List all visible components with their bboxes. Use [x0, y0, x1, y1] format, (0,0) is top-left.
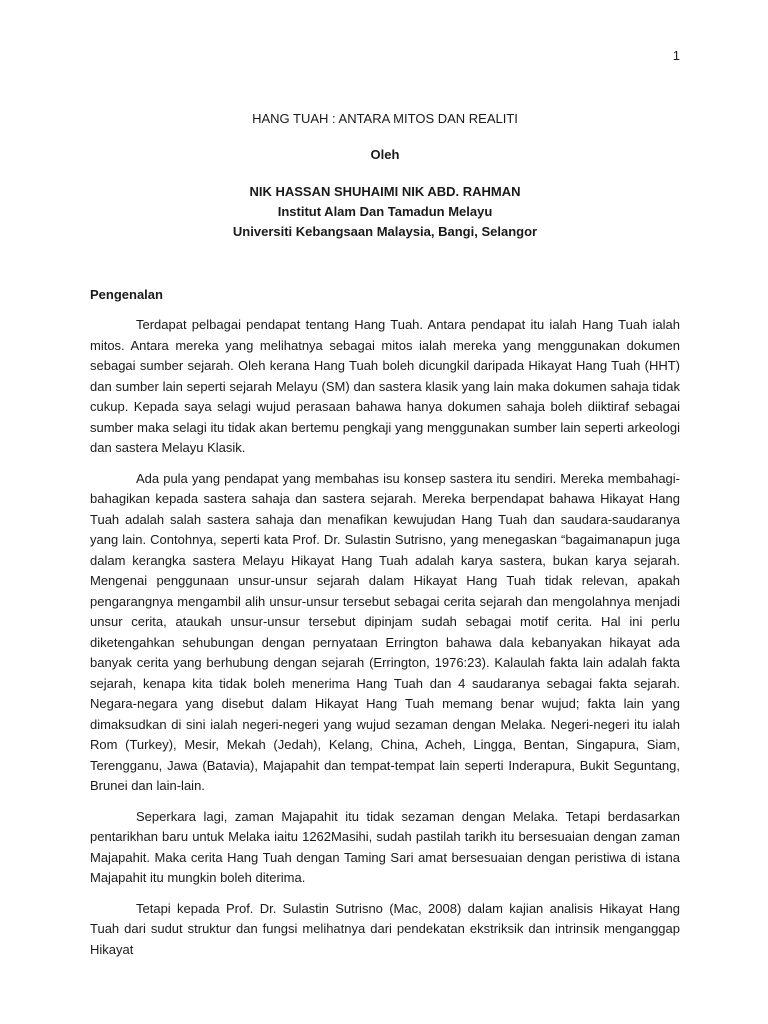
title-block [90, 110, 680, 242]
by-line: Oleh [370, 147, 400, 162]
author-university: Universiti Kebangsaan Malaysia, Bangi, Selangor [232, 224, 538, 239]
paragraph: Tetapi kepada Prof. Dr. Sulastin Sutrisno (Mac, 2008) dalam kajian analisis Hikayat Hang Tuah dari sudut struktur dan fungsi melihatnya dari pendekatan ekstriksik dan intrinsik menganggap Hikayat [90, 900, 680, 957]
paragraph: Terdapat pelbagai pendapat tentang Hang Tuah. Antara pendapat itu ialah Hang Tuah ialah mitos. Antara mereka yang melihatnya sebagai mitos ialah mereka yang menggunakan dokumen sebagai sumber sejarah. Oleh kerana Hang Tuah boleh dicungkil daripada Hikayat Hang Tuah (HHT) dan sumber lain seperti sejarah Melayu (SM) dan sastera klasik yang lain maka dokumen sahaja tidak cukup. Kepada saya selagi wujud perasaan bahawa hanya dokumen sahaja boleh diiktiraf sebagai sumber maka selagi itu tidak akan bertemu pengkaji yang menggunakan sumber lain seperti arkeologi dan sastera Melayu Klasik. [90, 317, 680, 455]
document-body [90, 285, 680, 970]
paragraph: Seperkara lagi, zaman Majapahit itu tidak sezaman dengan Melaka. Tetapi berdasarkan pentarikhan baru untuk Melaka iaitu 1262Masihi, sudah pastilah tarikh itu bersesuaian dengan zaman Majapahit. Maka cerita Hang Tuah dengan Taming Sari amat bersesuaian dengan peristiwa di istana Majapahit itu mungkin boleh diterima. [90, 808, 680, 885]
paragraph: Ada pula yang pendapat yang membahas isu konsep sastera itu sendiri. Mereka membahagi-bahagikan kepada sastera sahaja dan sastera sejarah. Mereka berpendapat bahawa Hikayat Hang Tuah adalah salah sastera sahaja dan menafikan kewujudan Hang Tuah dan saudara-saudaranya yang lain. Contohnya, seperti kata Prof. Dr. Sulastin Sutrisno, yang menegaskan “bagaimanapun juga dalam kerangka sastera Melayu Hikayat Hang Tuah adalah karya sastera, bukan karya sejarah. Mengenai penggunaan unsur-unsur sejarah dalam Hikayat Hang Tuah tidak relevan, apakah pengarangnya mengambil alih unsur-unsur tersebut sebagai cerita sejarah dan mengolahnya menjadi unsur cerita, ataukah unsur-unsur tersebut dipinjam sudah sebagai motif cerita. Hal ini perlu diketengahkan sehubungan dengan pernyataan Errington bahawa dala kebanyakan hikayat ada banyak cerita yang berhubung dengan sejarah (Errington, 1976:23). Kalaulah fakta lain adalah fakta sejarah, kenapa kita tidak boleh menerima Hang Tuah dan 4 saudaranya sebagai fakta sejarah. Negara-negara yang disebut dalam Hikayat Hang Tuah memang benar wujud; fakta lain yang dimaksudkan di sini ialah negeri-negeri yang wujud sezaman dengan Melaka. Negeri-negeri itu ialah Rom (Turkey), Mesir, Mekah (Jedah), Kelang, China, Acheh, Lingga, Bentan, Singapura, Siam, Terengganu, Jawa (Batavia), Majapahit dan tempat-tempat lain seperti Inderapura, Bukit Seguntang, Brunei dan lain-lain. [90, 470, 680, 793]
author-block [90, 182, 680, 242]
author-institute: Institut Alam Dan Tamadun Melayu [277, 204, 493, 219]
author-name: NIK HASSAN SHUHAIMI NIK ABD. RAHMAN [249, 184, 521, 199]
page-number: 1 [672, 48, 680, 63]
document-title: HANG TUAH : ANTARA MITOS DAN REALITI [252, 111, 518, 126]
section-heading: Pengenalan [90, 287, 163, 302]
